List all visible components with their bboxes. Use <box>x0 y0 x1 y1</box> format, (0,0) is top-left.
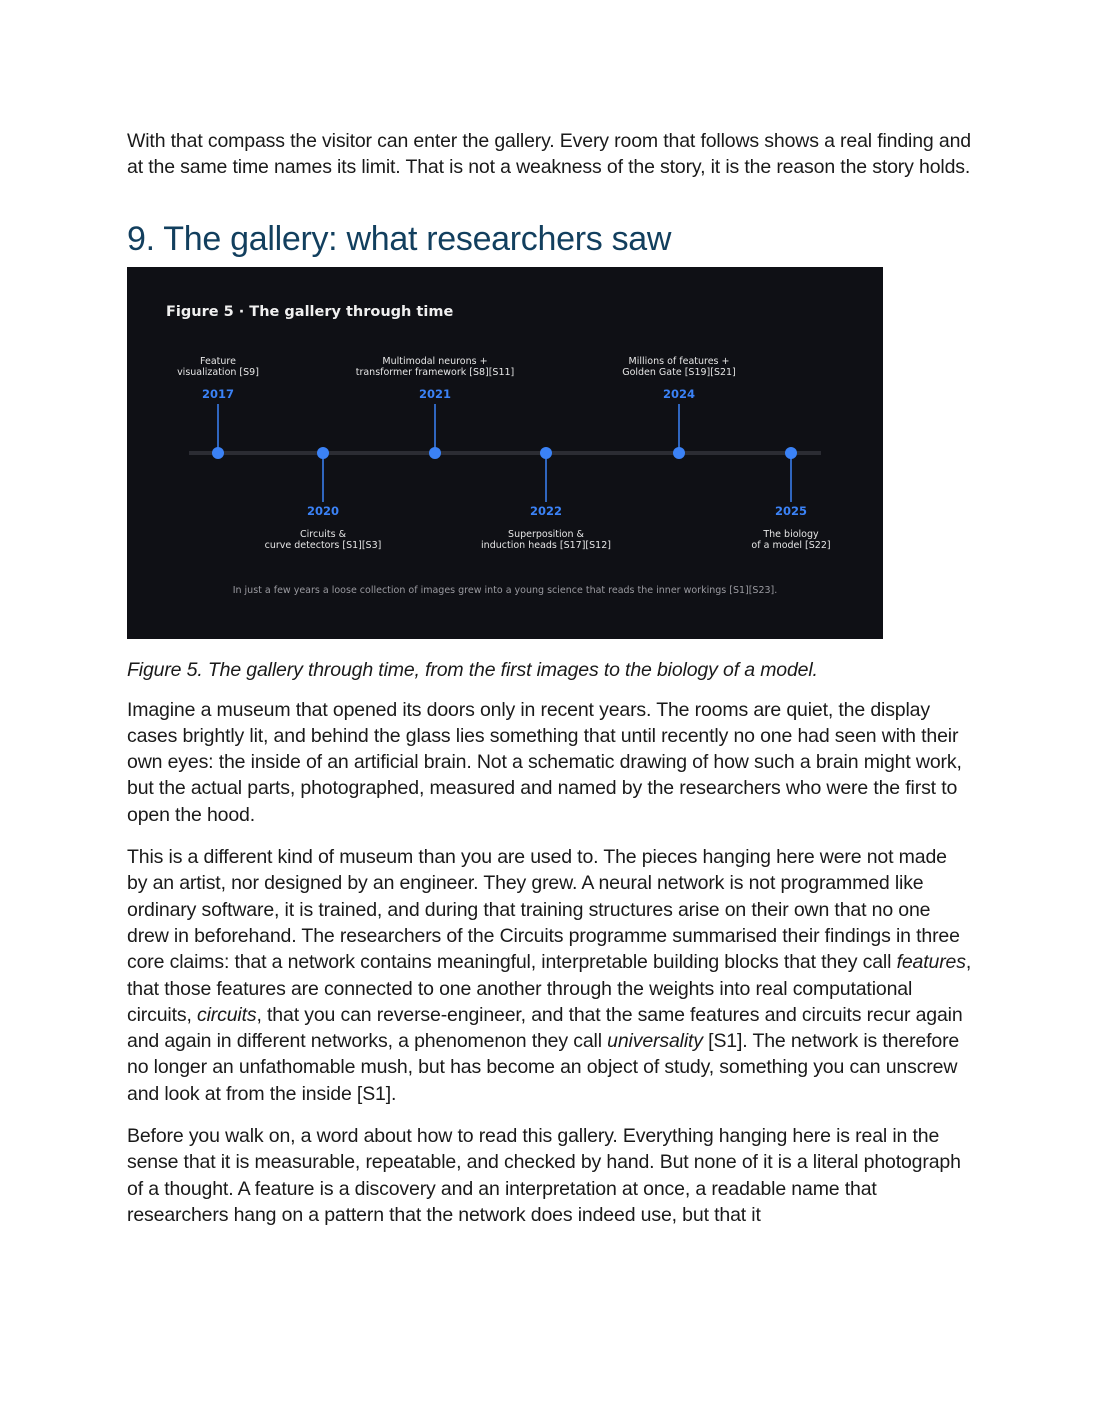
event-label-line2: visualization [S9] <box>177 366 259 378</box>
timeline-event-2024 <box>622 356 736 459</box>
paragraph-museum: Imagine a museum that opened its doors only in recent years. The rooms are quiet, the display cases brightly lit, and behind the glass lies something that until recently no one had seen with their own eyes: the inside of an artificial brain. Not a schematic drawing of how such a brain might work, but the actual parts, photographed, measured and named by the researchers who were the first to open the hood. <box>127 698 962 826</box>
text-run: This is a different kind of museum than you are used to. The pieces hanging here were not made by an artist, nor designed by an engineer. They grew. A neural network is not programmed like ordinary software, it is trained, and during that training structures arise on their own that no one drew in beforehand. The researchers of the Circuits programme summarised their findings in three core claims: that a network contains meaningful, interpretable building blocks that they call <box>127 846 960 974</box>
timeline-event-2022 <box>481 447 611 551</box>
text-run: , that those features are connected to one another through the weights into real computational circuits, <box>127 951 972 1026</box>
event-label-line1: Multimodal neurons + <box>382 355 488 367</box>
term-features: features <box>896 951 966 974</box>
timeline-event-2017 <box>177 356 259 459</box>
event-year: 2021 <box>418 386 452 401</box>
section-heading: 9. The gallery: what researchers saw <box>127 219 672 258</box>
event-label-line2: transformer framework [S8][S11] <box>355 366 515 378</box>
term-universality: universality <box>607 1030 703 1053</box>
event-dot <box>540 447 552 459</box>
event-year: 2025 <box>774 503 808 518</box>
event-label-line1: Circuits & <box>300 528 346 540</box>
event-label-line2: induction heads [S17][S12] <box>481 539 611 551</box>
event-year: 2020 <box>306 503 340 518</box>
event-label-line1: Millions of features + <box>628 355 730 367</box>
event-dot <box>673 447 685 459</box>
event-dot <box>212 447 224 459</box>
figure-title: Figure 5 · The gallery through time <box>166 303 454 320</box>
document-page <box>127 128 972 1228</box>
event-label-line2: Golden Gate [S19][S21] <box>622 366 736 378</box>
timeline-event-2020 <box>265 447 382 551</box>
figure-footnote: In just a few years a loose collection of images grew into a young science that reads the inner workings [S1][S23]. <box>232 584 778 596</box>
text-run: , that you can reverse-engineer, and that the same features and circuits recur again and again in different networks, a phenomenon they call <box>127 1003 963 1053</box>
event-label-line2: of a model [S22] <box>751 539 831 551</box>
timeline-figure <box>127 267 883 639</box>
event-dot <box>785 447 797 459</box>
timeline-event-2021 <box>356 356 515 459</box>
event-year: 2022 <box>529 503 563 518</box>
event-label-line1: Superposition & <box>508 528 584 540</box>
term-circuits: circuits <box>197 1003 257 1026</box>
event-dot <box>429 447 441 459</box>
figure-caption: Figure 5. The gallery through time, from the first images to the biology of a model. <box>127 658 818 681</box>
text-run: [S1]. The network is therefore no longer an unfathomable mush, but has become an object of study, something you can unscrew and look at from the inside [S1]. <box>127 1030 960 1105</box>
timeline-svg <box>127 267 883 639</box>
paragraph-different-museum <box>127 844 972 1107</box>
event-dot <box>317 447 329 459</box>
event-label-line2: curve detectors [S1][S3] <box>264 539 382 551</box>
paragraph-before-walk: Before you walk on, a word about how to read this gallery. Everything hanging here is real in the sense that it is measurable, repeatable, and checked by hand. But none of it is a literal photograph of a thought. A feature is a discovery and an interpretation at once, a readable name that researchers hang on a pattern that the network does indeed use, but that it <box>127 1125 961 1226</box>
event-label-line1: The biology <box>763 528 819 540</box>
timeline-event-2025 <box>751 447 830 551</box>
event-year: 2017 <box>201 386 235 401</box>
intro-paragraph: With that compass the visitor can enter the gallery. Every room that follows shows a real finding and at the same time names its limit. That is not a weakness of the story, it is the reason the story holds. <box>127 130 971 179</box>
event-label-line1: Feature <box>200 355 236 367</box>
event-year: 2024 <box>662 386 696 401</box>
